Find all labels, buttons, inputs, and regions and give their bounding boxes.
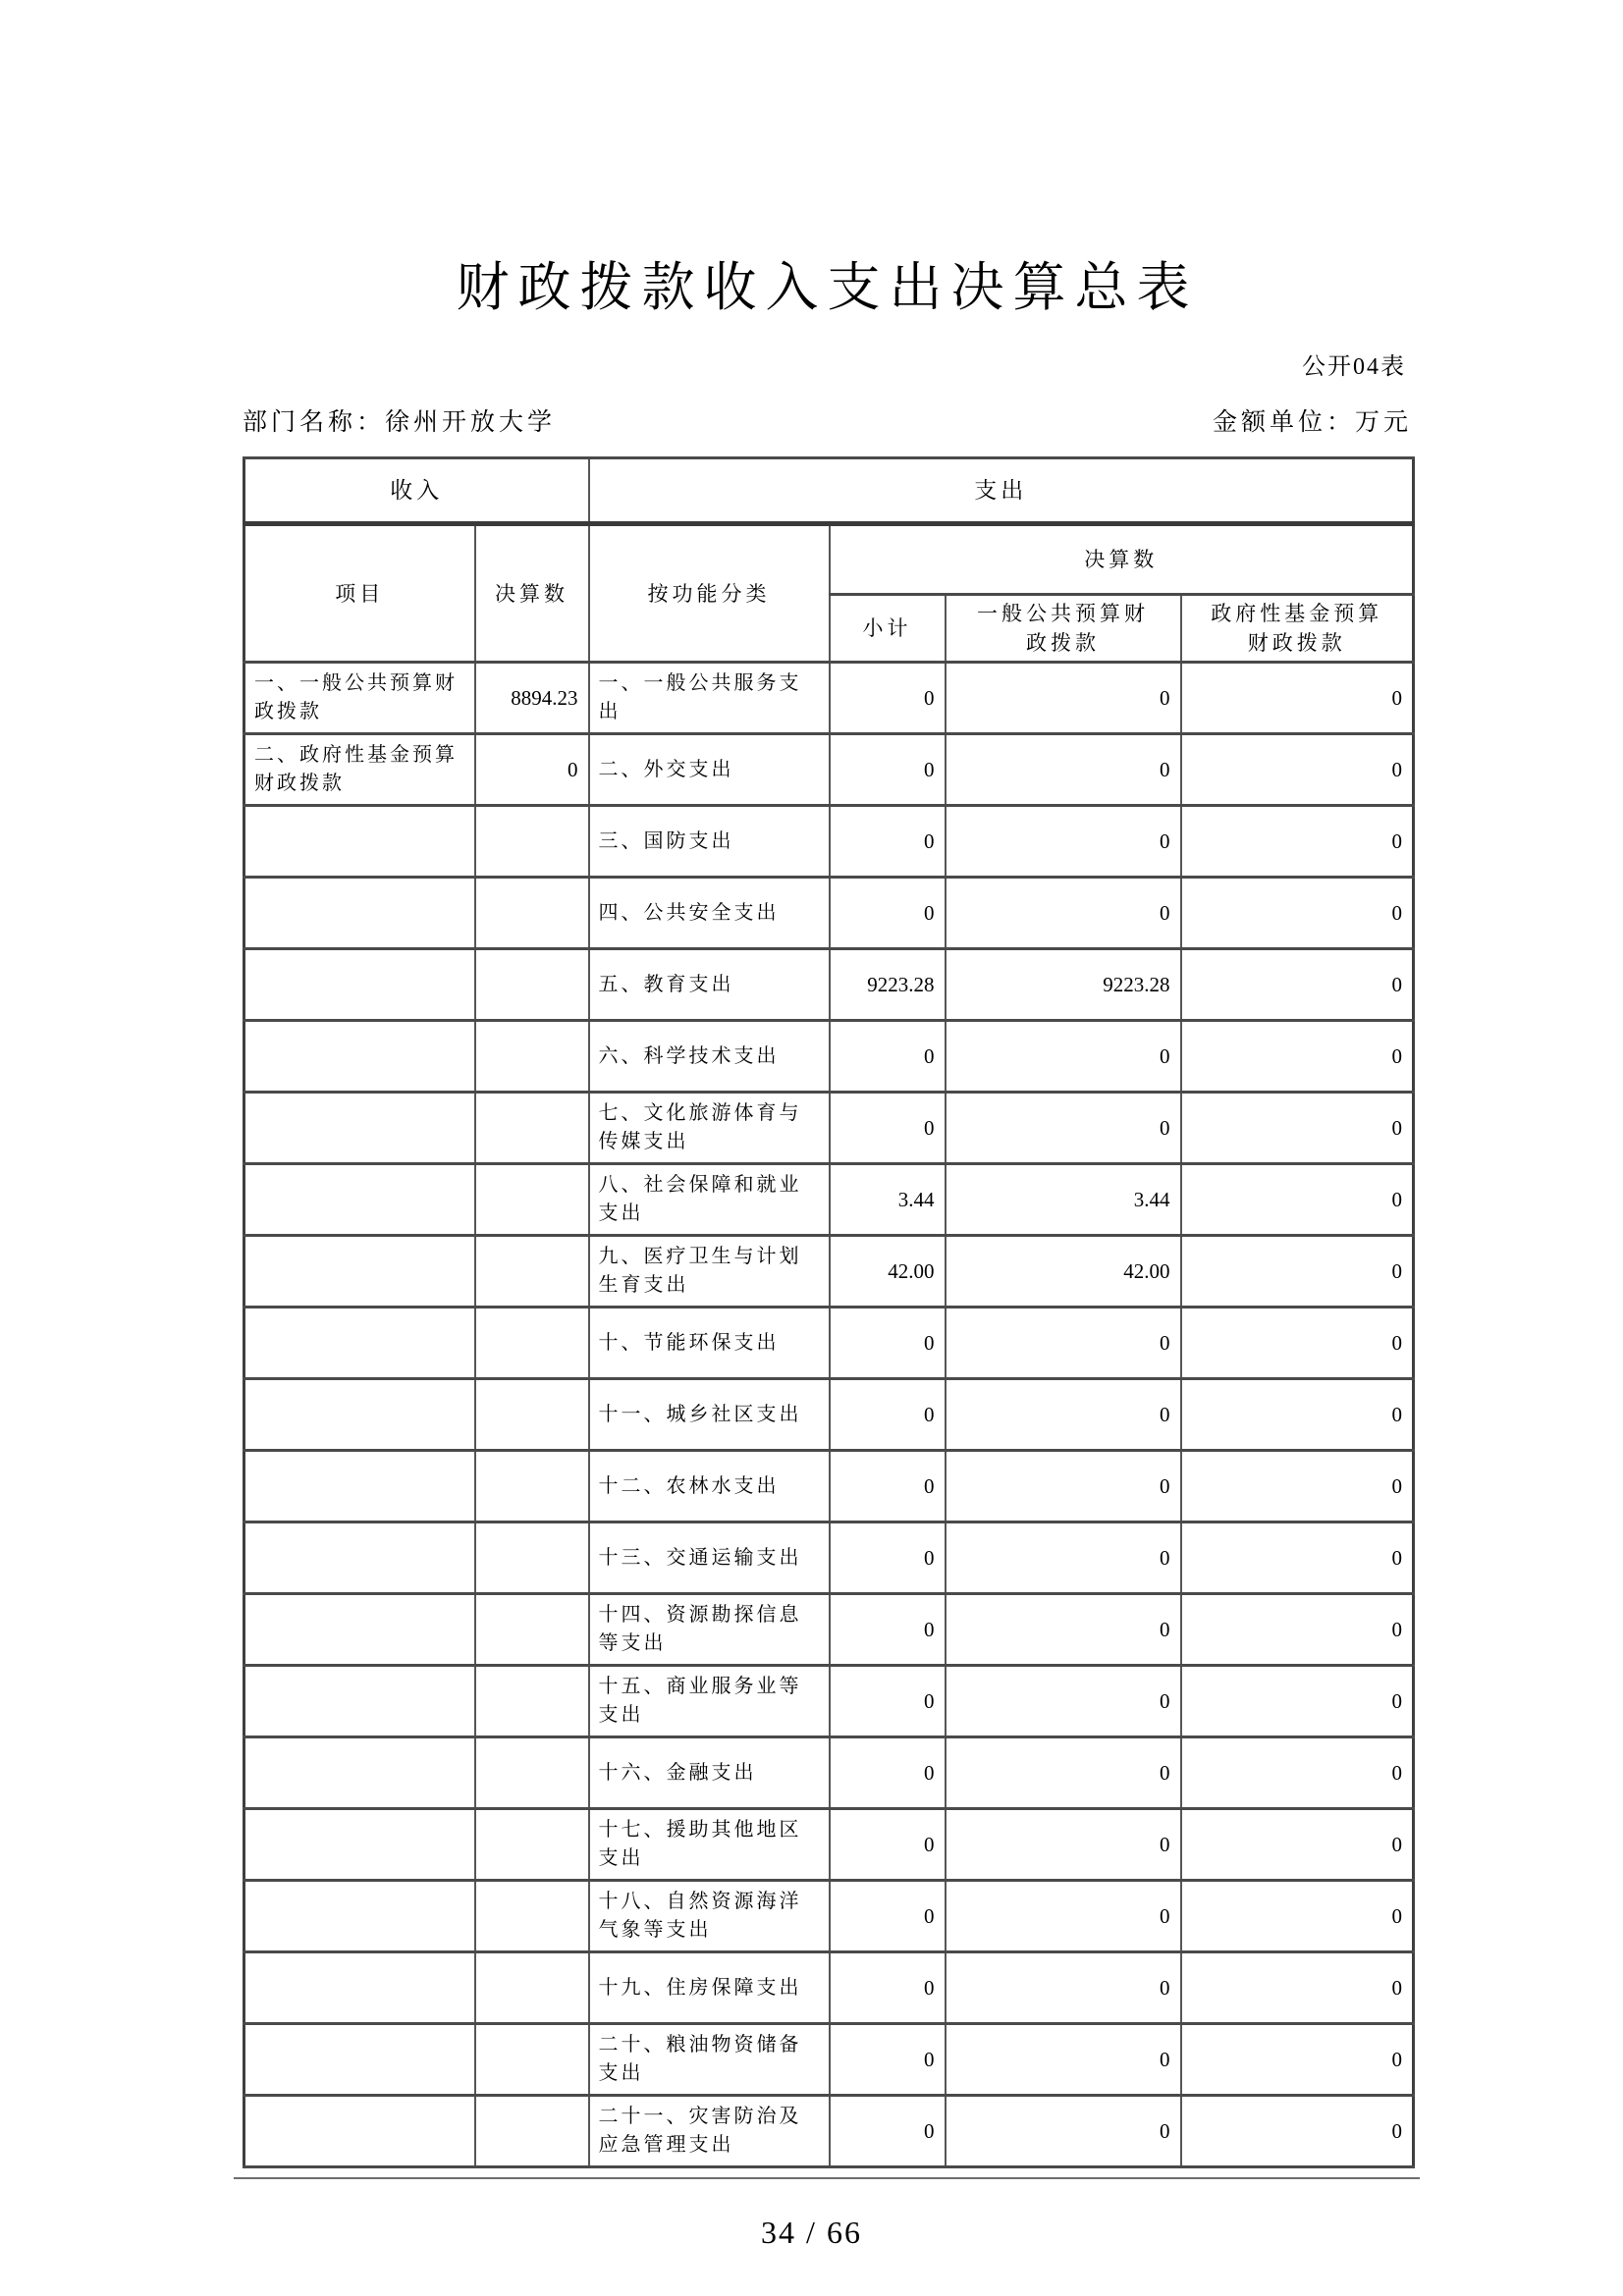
income-value-cell: [475, 1093, 589, 1164]
table-row: [244, 734, 1414, 806]
income-item-cell: [244, 878, 475, 949]
table-row: [244, 949, 1414, 1021]
expense-gov-fund-cell: 0: [1181, 1451, 1414, 1522]
expense-gov-fund-cell: 0: [1181, 2096, 1414, 2167]
expense-gov-fund-cell: 0: [1181, 1809, 1414, 1881]
expense-subtotal-cell: 0: [830, 1881, 946, 1952]
expense-general-budget-cell: 9223.28: [946, 949, 1181, 1021]
income-item-cell: [244, 2024, 475, 2096]
income-item-cell: [244, 1809, 475, 1881]
income-item-cell: [244, 1093, 475, 1164]
expense-item-cell: 二、外交支出: [589, 734, 830, 806]
expense-general-budget-cell: 0: [946, 1451, 1181, 1522]
income-item-cell: [244, 806, 475, 878]
income-value-cell: [475, 949, 589, 1021]
table-row: [244, 878, 1414, 949]
expense-subtotal-cell: 0: [830, 1594, 946, 1666]
table-row: [244, 663, 1414, 734]
income-item-cell: [244, 1308, 475, 1379]
expense-item-cell: 十八、自然资源海洋气象等支出: [589, 1881, 830, 1952]
table-row: [244, 1379, 1414, 1451]
income-value-cell: [475, 878, 589, 949]
expense-subtotal-cell: 0: [830, 1021, 946, 1093]
expense-subtotal-cell: 9223.28: [830, 949, 946, 1021]
expense-item-cell: 十三、交通运输支出: [589, 1522, 830, 1594]
income-item-cell: [244, 949, 475, 1021]
header-expense-final: 决算数: [830, 524, 1414, 595]
table-row: [244, 1809, 1414, 1881]
table-row: [244, 1236, 1414, 1308]
income-value-cell: [475, 1881, 589, 1952]
table-row: [244, 1164, 1414, 1236]
expense-general-budget-cell: 0: [946, 806, 1181, 878]
header-gov-fund: 政府性基金预算财政拨款: [1181, 595, 1414, 663]
expense-general-budget-cell: 0: [946, 1021, 1181, 1093]
expense-gov-fund-cell: 0: [1181, 1666, 1414, 1737]
expense-subtotal-cell: 0: [830, 2096, 946, 2167]
header-income-final: 决算数: [475, 524, 589, 663]
income-value-cell: 0: [475, 734, 589, 806]
table-row: [244, 1594, 1414, 1666]
expense-gov-fund-cell: 0: [1181, 1308, 1414, 1379]
table-row: [244, 1952, 1414, 2024]
expense-item-cell: 一、一般公共服务支出: [589, 663, 830, 734]
expense-general-budget-cell: 3.44: [946, 1164, 1181, 1236]
expense-subtotal-cell: 3.44: [830, 1164, 946, 1236]
header-subtotal: 小计: [830, 595, 946, 663]
expense-subtotal-cell: 0: [830, 1952, 946, 2024]
income-item-cell: 二、政府性基金预算财政拨款: [244, 734, 475, 806]
income-item-cell: [244, 2096, 475, 2167]
form-code-label: 公开04表: [1302, 354, 1406, 381]
expense-subtotal-cell: 0: [830, 806, 946, 878]
expense-item-cell: 五、教育支出: [589, 949, 830, 1021]
expense-subtotal-cell: 0: [830, 1308, 946, 1379]
expense-gov-fund-cell: 0: [1181, 949, 1414, 1021]
header-general-budget: 一般公共预算财政拨款: [946, 595, 1181, 663]
income-value-cell: [475, 1021, 589, 1093]
expense-subtotal-cell: 42.00: [830, 1236, 946, 1308]
income-item-cell: [244, 1021, 475, 1093]
expense-subtotal-cell: 0: [830, 1809, 946, 1881]
expense-item-cell: 九、医疗卫生与计划生育支出: [589, 1236, 830, 1308]
income-item-cell: [244, 1236, 475, 1308]
header-group-row: [244, 458, 1414, 524]
expense-general-budget-cell: 0: [946, 2096, 1181, 2167]
income-item-cell: [244, 1594, 475, 1666]
expense-general-budget-cell: 0: [946, 1737, 1181, 1809]
page-number: 34 / 66: [761, 2215, 862, 2250]
expense-general-budget-cell: 0: [946, 1809, 1181, 1881]
expense-general-budget-cell: 0: [946, 1093, 1181, 1164]
document-content: [243, 0, 1412, 2179]
expense-gov-fund-cell: 0: [1181, 2024, 1414, 2096]
income-value-cell: [475, 1666, 589, 1737]
income-value-cell: [475, 1236, 589, 1308]
expense-item-cell: 二十、粮油物资储备支出: [589, 2024, 830, 2096]
expense-gov-fund-cell: 0: [1181, 1093, 1414, 1164]
table-row: [244, 1451, 1414, 1522]
expense-subtotal-cell: 0: [830, 1093, 946, 1164]
income-value-cell: [475, 1737, 589, 1809]
unit-label: 金额单位：万元: [1212, 408, 1412, 436]
expense-subtotal-cell: 0: [830, 1379, 946, 1451]
income-value-cell: [475, 1809, 589, 1881]
income-item-cell: [244, 1952, 475, 2024]
expense-item-cell: 七、文化旅游体育与传媒支出: [589, 1093, 830, 1164]
expense-general-budget-cell: 0: [946, 1594, 1181, 1666]
expense-subtotal-cell: 0: [830, 1666, 946, 1737]
page-title: 财政拨款收入支出决算总表: [456, 258, 1199, 317]
header-income: 收入: [244, 458, 589, 524]
expense-gov-fund-cell: 0: [1181, 1236, 1414, 1308]
expense-gov-fund-cell: 0: [1181, 1522, 1414, 1594]
expense-gov-fund-cell: 0: [1181, 878, 1414, 949]
department-name-label: 部门名称：徐州开放大学: [243, 408, 557, 436]
expense-item-cell: 十五、商业服务业等支出: [589, 1666, 830, 1737]
expense-general-budget-cell: 0: [946, 734, 1181, 806]
bottom-divider: [234, 2177, 1420, 2179]
income-value-cell: [475, 2024, 589, 2096]
expense-general-budget-cell: 0: [946, 663, 1181, 734]
table-row: [244, 2096, 1414, 2167]
expense-gov-fund-cell: 0: [1181, 1881, 1414, 1952]
income-value-cell: [475, 2096, 589, 2167]
income-item-cell: [244, 1522, 475, 1594]
income-item-cell: 一、一般公共预算财政拨款: [244, 663, 475, 734]
table-row: [244, 1737, 1414, 1809]
expense-item-cell: 六、科学技术支出: [589, 1021, 830, 1093]
expense-general-budget-cell: 0: [946, 1952, 1181, 2024]
table-row: [244, 1021, 1414, 1093]
expense-general-budget-cell: 0: [946, 2024, 1181, 2096]
table-row: [244, 1522, 1414, 1594]
table-row: [244, 1666, 1414, 1737]
table-row: [244, 1881, 1414, 1952]
expense-item-cell: 二十一、灾害防治及应急管理支出: [589, 2096, 830, 2167]
expense-gov-fund-cell: 0: [1181, 1021, 1414, 1093]
income-item-cell: [244, 1881, 475, 1952]
income-value-cell: 8894.23: [475, 663, 589, 734]
expense-item-cell: 十九、住房保障支出: [589, 1952, 830, 2024]
header-by-function: 按功能分类: [589, 524, 830, 663]
expense-item-cell: 十四、资源勘探信息等支出: [589, 1594, 830, 1666]
meta-row: [243, 407, 1412, 440]
expense-subtotal-cell: 0: [830, 1451, 946, 1522]
expense-item-cell: 十、节能环保支出: [589, 1308, 830, 1379]
table-header: [244, 458, 1414, 663]
header-main-row: [244, 524, 1414, 595]
expense-general-budget-cell: 0: [946, 1308, 1181, 1379]
expense-subtotal-cell: 0: [830, 878, 946, 949]
income-item-cell: [244, 1666, 475, 1737]
header-item: 项目: [244, 524, 475, 663]
expense-item-cell: 十六、金融支出: [589, 1737, 830, 1809]
expense-subtotal-cell: 0: [830, 734, 946, 806]
expense-subtotal-cell: 0: [830, 663, 946, 734]
expense-gov-fund-cell: 0: [1181, 1379, 1414, 1451]
income-value-cell: [475, 1164, 589, 1236]
expense-gov-fund-cell: 0: [1181, 663, 1414, 734]
income-value-cell: [475, 1451, 589, 1522]
table-body: [244, 663, 1414, 2167]
expense-subtotal-cell: 0: [830, 1737, 946, 1809]
income-item-cell: [244, 1164, 475, 1236]
header-expenditure: 支出: [589, 458, 1414, 524]
expense-item-cell: 四、公共安全支出: [589, 878, 830, 949]
expense-general-budget-cell: 0: [946, 1522, 1181, 1594]
expense-gov-fund-cell: 0: [1181, 806, 1414, 878]
expense-item-cell: 十一、城乡社区支出: [589, 1379, 830, 1451]
income-value-cell: [475, 806, 589, 878]
expense-general-budget-cell: 0: [946, 1666, 1181, 1737]
table-row: [244, 1308, 1414, 1379]
summary-table: [243, 456, 1415, 2168]
expense-general-budget-cell: 0: [946, 878, 1181, 949]
expense-item-cell: 八、社会保障和就业支出: [589, 1164, 830, 1236]
expense-item-cell: 三、国防支出: [589, 806, 830, 878]
expense-gov-fund-cell: 0: [1181, 1952, 1414, 2024]
expense-item-cell: 十二、农林水支出: [589, 1451, 830, 1522]
income-value-cell: [475, 1952, 589, 2024]
expense-gov-fund-cell: 0: [1181, 734, 1414, 806]
table-row: [244, 1093, 1414, 1164]
table-row: [244, 806, 1414, 878]
income-value-cell: [475, 1522, 589, 1594]
expense-gov-fund-cell: 0: [1181, 1737, 1414, 1809]
income-value-cell: [475, 1308, 589, 1379]
expense-general-budget-cell: 42.00: [946, 1236, 1181, 1308]
expense-item-cell: 十七、援助其他地区支出: [589, 1809, 830, 1881]
income-item-cell: [244, 1737, 475, 1809]
expense-gov-fund-cell: 0: [1181, 1594, 1414, 1666]
expense-gov-fund-cell: 0: [1181, 1164, 1414, 1236]
income-value-cell: [475, 1594, 589, 1666]
table-row: [244, 2024, 1414, 2096]
income-value-cell: [475, 1379, 589, 1451]
income-item-cell: [244, 1379, 475, 1451]
expense-subtotal-cell: 0: [830, 2024, 946, 2096]
expense-general-budget-cell: 0: [946, 1881, 1181, 1952]
expense-general-budget-cell: 0: [946, 1379, 1181, 1451]
expense-subtotal-cell: 0: [830, 1522, 946, 1594]
income-item-cell: [244, 1451, 475, 1522]
